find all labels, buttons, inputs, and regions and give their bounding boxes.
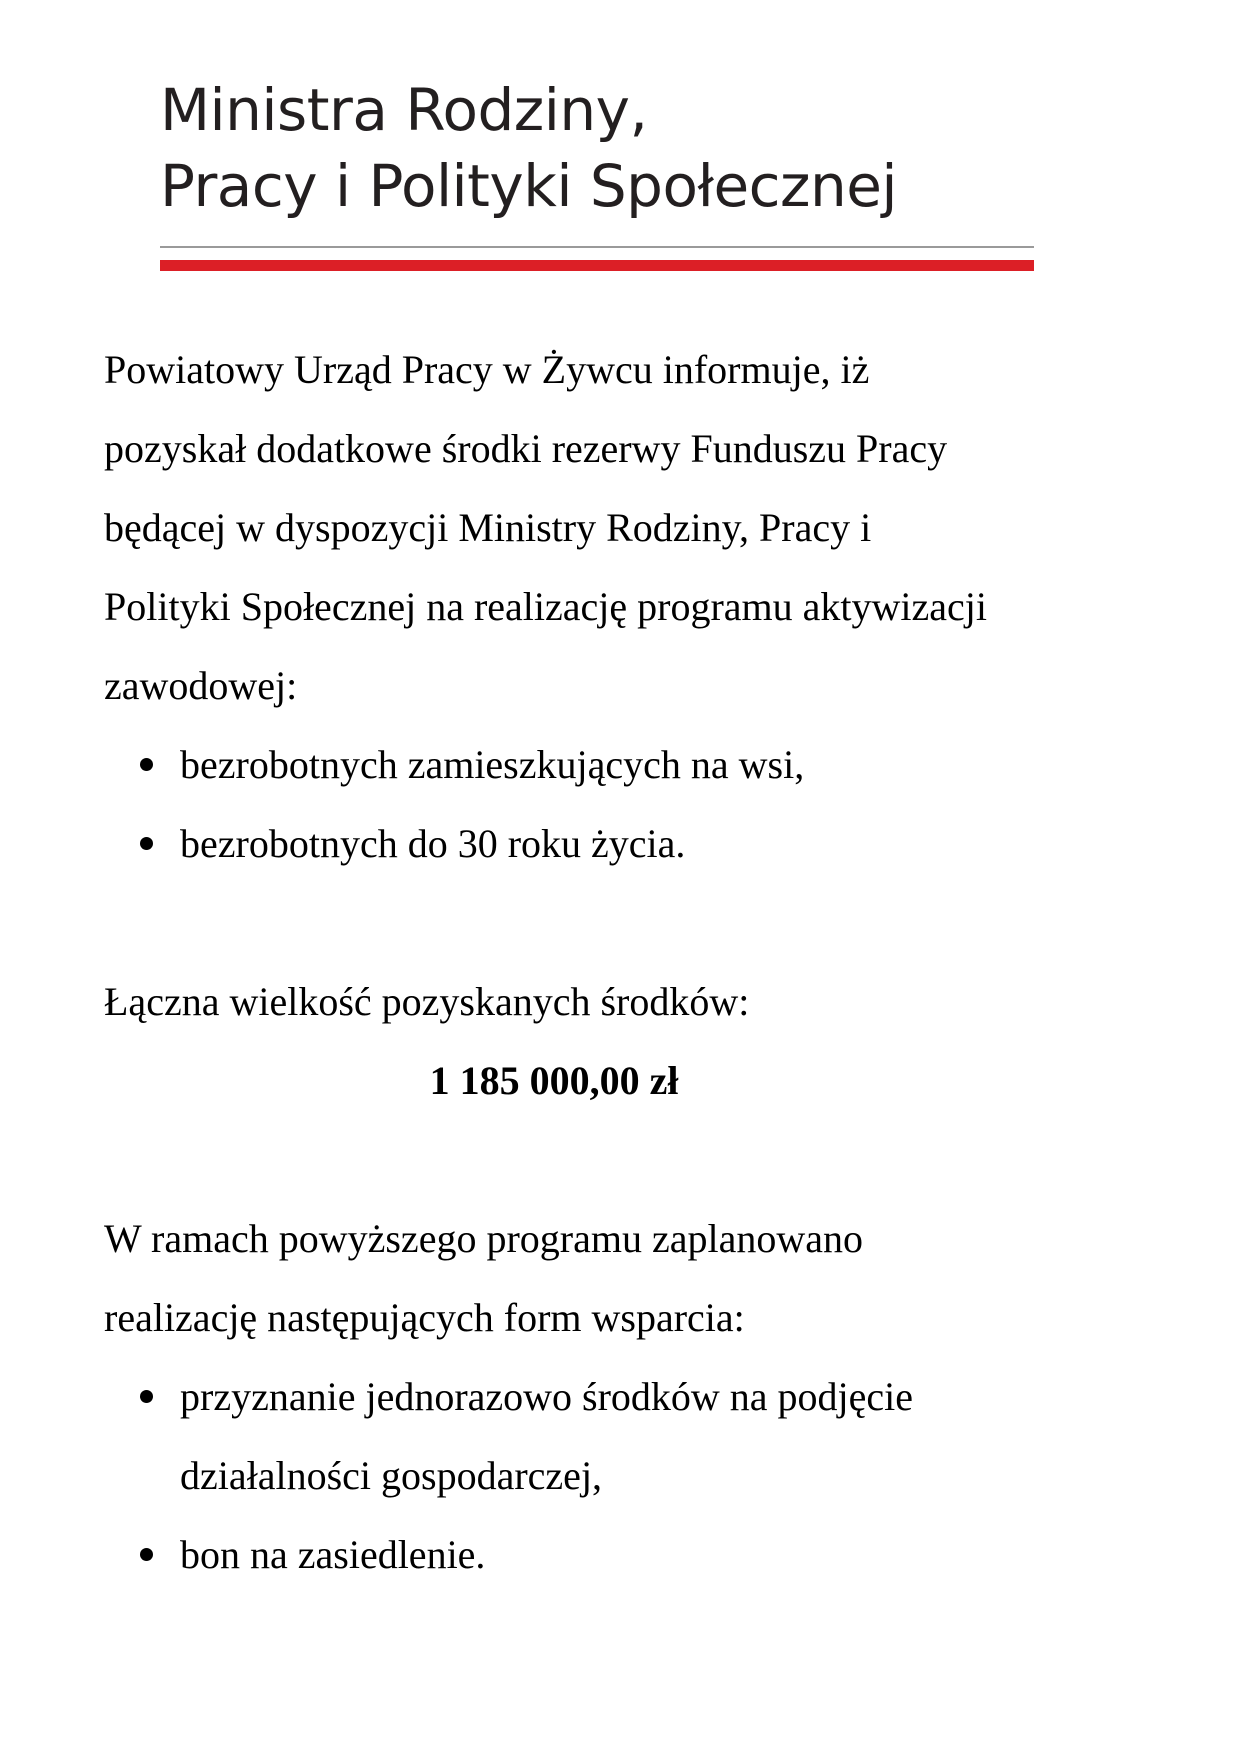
list-item-text: bon na zasiedlenie.	[180, 1532, 486, 1577]
bullet-icon	[140, 758, 153, 771]
list-item-text: bezrobotnych do 30 roku życia.	[180, 821, 686, 866]
list-item	[104, 725, 1144, 804]
intro-line: pozyskał dodatkowe środki rezerwy Funduszu Pracy	[104, 426, 948, 471]
bullet-icon	[140, 1548, 153, 1561]
intro-paragraph	[104, 330, 1144, 725]
list-item-text-continued: działalności gospodarczej,	[180, 1453, 603, 1498]
support-line: realizację następujących form wsparcia:	[104, 1295, 745, 1340]
support-line: W ramach powyższego programu zaplanowano	[104, 1216, 863, 1261]
support-paragraph	[104, 1199, 1144, 1357]
list-item	[104, 804, 1144, 883]
logo-gray-rule	[160, 246, 1034, 248]
bullet-icon	[140, 1390, 153, 1403]
document-body	[104, 330, 1144, 1594]
bullet-icon	[140, 837, 153, 850]
logo-line-1: Ministra Rodziny,	[160, 76, 648, 144]
support-forms-list	[104, 1357, 1144, 1594]
list-item-text: bezrobotnych zamieszkujących na wsi,	[180, 742, 805, 787]
ministry-logo	[160, 72, 1036, 224]
intro-line: zawodowej:	[104, 663, 298, 708]
spacer	[104, 883, 1144, 962]
list-item	[104, 1515, 1144, 1594]
intro-line: będącej w dyspozycji Ministry Rodziny, Pracy i	[104, 505, 872, 550]
intro-line: Polityki Społecznej na realizację programu aktywizacji	[104, 584, 987, 629]
list-item	[104, 1357, 1144, 1515]
target-groups-list	[104, 725, 1144, 883]
logo-line-2: Pracy i Polityki Społecznej	[160, 152, 898, 220]
intro-line: Powiatowy Urząd Pracy w Żywcu informuje, iż	[104, 347, 870, 392]
funds-label: Łączna wielkość pozyskanych środków:	[104, 979, 750, 1024]
spacer	[104, 1120, 1144, 1199]
list-item-text: przyznanie jednorazowo środków na podjęcie	[180, 1374, 914, 1419]
funds-amount: 1 185 000,00 zł	[429, 1058, 679, 1103]
logo-red-bar	[160, 260, 1034, 271]
